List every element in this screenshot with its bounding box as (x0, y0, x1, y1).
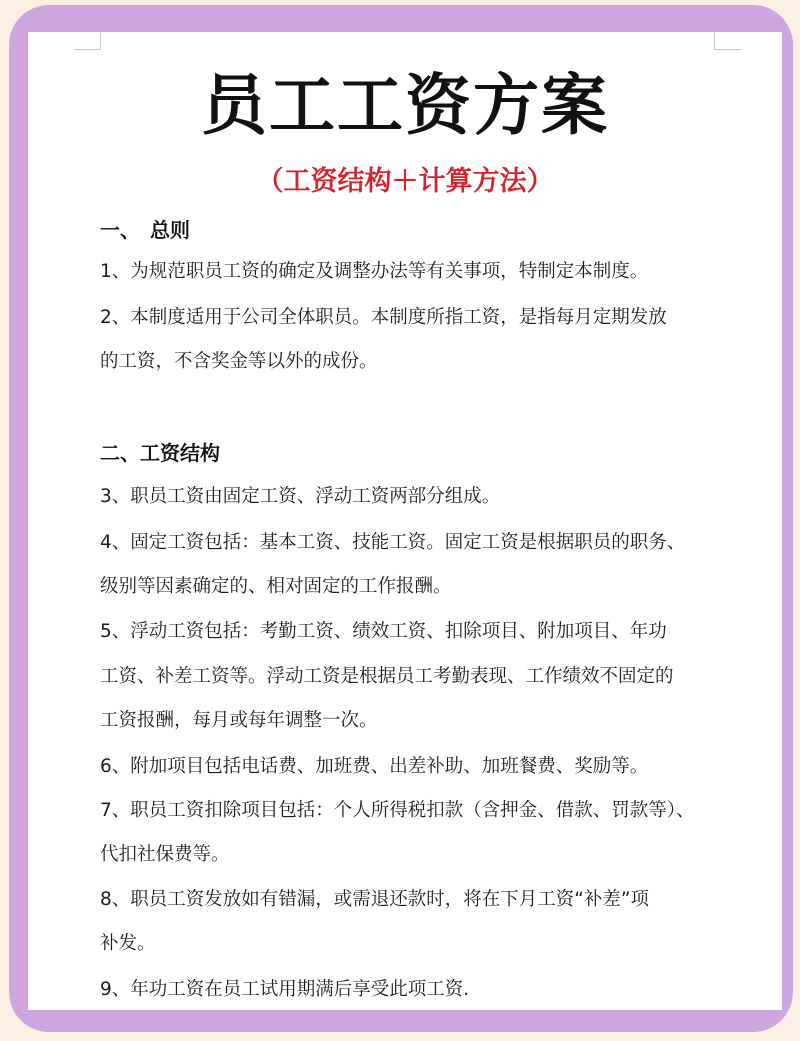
paragraph-line: 5、浮动工资包括：考勤工资、绩效工资、扣除项目、附加项目、年功 (100, 621, 667, 642)
paragraph-line: 工资、补差工资等。浮动工资是根据员工考勤表现、工作绩效不固定的 (100, 666, 674, 687)
paragraph-line: 2、本制度适用于公司全体职员。本制度所指工资，是指每月定期发放 (100, 307, 667, 328)
paragraph-line: 3、职员工资由固定工资、浮动工资两部分组成。 (100, 486, 501, 507)
paragraph-line: 9、年功工资在员工试用期满后享受此项工资. (100, 979, 470, 1000)
paragraph-line: 4、固定工资包括：基本工资、技能工资。固定工资是根据职员的职务、 (100, 532, 686, 553)
paragraph-line: 的工资，不含奖金等以外的成份。 (100, 351, 378, 372)
document-title: 员工工资方案 (201, 67, 609, 144)
paragraph-line: 工资报酬，每月或每年调整一次。 (100, 710, 378, 731)
document-page (28, 32, 782, 1010)
paragraph-line: 补发。 (100, 933, 156, 954)
section-heading-salary-structure: 二、工资结构 (100, 441, 220, 465)
paragraph-line: 1、为规范职员工资的确定及调整办法等有关事项，特制定本制度。 (100, 261, 649, 282)
paragraph-line: 代扣社保费等。 (100, 844, 230, 865)
paragraph-line: 7、职员工资扣除项目包括：个人所得税扣款（含押金、借款、罚款等）、 (100, 800, 695, 821)
document-subtitle: （工资结构＋计算方法） (256, 166, 554, 197)
paragraph-line: 6、附加项目包括电话费、加班费、出差补助、加班餐费、奖励等。 (100, 756, 649, 777)
crop-mark-top-right (714, 32, 741, 50)
paragraph-line: 8、职员工资发放如有错漏，或需退还款时，将在下月工资“补差”项 (100, 889, 649, 910)
section-heading-general: 一、 总则 (100, 218, 190, 242)
crop-mark-top-left (74, 32, 101, 50)
paragraph-line: 级别等因素确定的、相对固定的工作报酬。 (100, 576, 452, 597)
